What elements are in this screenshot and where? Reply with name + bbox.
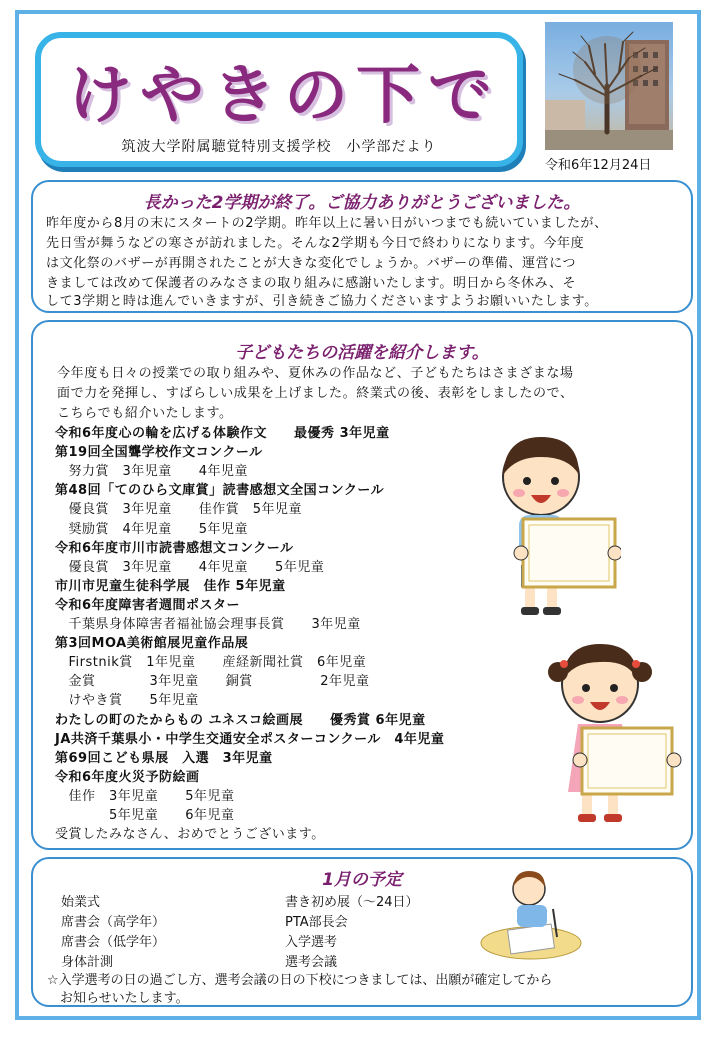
schedule-item: 身体計測 <box>61 955 114 970</box>
award-entry: 努力賞 3年児童 4年児童 <box>55 464 249 480</box>
award-entry: 優良賞 3年児童 4年児童 5年児童 <box>55 559 325 575</box>
awards-section <box>31 320 693 850</box>
award-entry: 千葉県身体障害者福祉協会理事長賞 3年児童 <box>55 617 361 632</box>
award-entry: 令和6年度火災予防絵画 <box>55 769 200 785</box>
award-entry: JA共済千葉県小・中学生交通安全ポスターコンクール 4年児童 <box>55 731 445 747</box>
schedule-item: 入学選考 <box>285 935 338 950</box>
newsletter-title: けやきの下で <box>68 58 500 133</box>
schedule-item: 席書会（高学年） <box>61 915 166 930</box>
schedule-note: お知らせいたします。 <box>47 991 189 1006</box>
award-entry: 第48回「てのひら文庫賞」読書感想文全国コンクール <box>55 483 385 499</box>
intro-line: は文化祭のバザーが再開されたことが大きな変化でしょうか。バザーの準備、運営につ <box>46 256 577 271</box>
issue-date: 令和6年12月24日 <box>545 158 652 173</box>
award-entry: 令和6年度心の輪を広げる体験作文 最優秀 3年児童 <box>55 426 390 441</box>
intro-line: 先日雪が舞うなどの寒さが訪れました。そんな2学期も今日で終わりになります。今年度 <box>46 236 585 251</box>
schedule-heading: 1月の予定 <box>322 870 402 890</box>
award-entry: 令和6年度障害者週間ポスター <box>55 597 241 613</box>
calligraphy-child-illustration <box>473 865 583 965</box>
award-entry: 金賞 3年児童 銅賞 2年児童 <box>55 674 370 690</box>
intro-line: きましては改めて保護者のみなさまの取り組みに感謝いたします。明日から冬休み、そ <box>46 276 577 291</box>
schedule-item: 席書会（低学年） <box>61 935 166 950</box>
award-entry: 優良賞 3年児童 佳作賞 5年児童 <box>55 502 303 518</box>
schedule-item: 選考会議 <box>285 955 338 970</box>
award-entry: けやき賞 5年児童 <box>55 693 199 709</box>
award-entry: 第3回MOA美術館展児童作品展 <box>55 636 249 652</box>
award-entry: 第19回全国聾学校作文コンクール <box>55 445 263 461</box>
award-entry: わたしの町のたからもの ユネスコ絵画展 優秀賞 6年児童 <box>55 712 426 728</box>
girl-with-certificate-illustration <box>538 632 688 832</box>
award-entry: Firstnik賞 1年児童 産経新聞社賞 6年児童 <box>55 655 367 671</box>
schedule-item: PTA部長会 <box>285 915 348 930</box>
award-entry: 奨励賞 4年児童 5年児童 <box>55 521 249 537</box>
school-subtitle: 筑波大学附属聴覚特別支援学校 小学部だより <box>121 139 437 155</box>
masthead <box>35 32 523 167</box>
award-entry: 第69回こども県展 入選 3年児童 <box>55 750 273 766</box>
schedule-section <box>31 857 693 1007</box>
schedule-note: ☆入学選考の日の過ごし方、選考会議の日の下校につきましては、出願が確定してから <box>47 973 553 988</box>
award-entry: 市川市児童生徒科学展 佳作 5年児童 <box>55 578 286 594</box>
award-entry: 令和6年度市川市読書感想文コンクール <box>55 540 294 556</box>
awards-intro-line: 今年度も日々の授業での取り組みや、夏休みの作品など、子どもたちはさまざまな場 <box>57 366 574 381</box>
awards-intro-line: こちらでも紹介いたします。 <box>57 406 233 421</box>
award-entry: 5年児童 6年児童 <box>55 808 235 823</box>
boy-with-certificate-illustration <box>481 427 621 622</box>
intro-section <box>31 180 693 313</box>
keyaki-tree-photo <box>545 22 673 150</box>
awards-intro-line: 面で力を発揮し、すばらしい成果を上げました。終業式の後、表彰をしましたので、 <box>57 386 574 401</box>
award-entry: 受賞したみなさん、おめでとうございます。 <box>55 827 325 843</box>
intro-heading: 長かった2学期が終了。ご協力ありがとうございました。 <box>143 193 581 213</box>
awards-heading: 子どもたちの活躍を紹介します。 <box>235 343 489 363</box>
schedule-item: 始業式 <box>61 895 101 910</box>
schedule-item: 書き初め展（～24日） <box>285 895 419 910</box>
intro-line: 昨年度から8月の末にスタートの2学期。昨年以上に暑い日がいつまでも続いていましたが、 <box>46 216 608 231</box>
intro-line: して3学期と時は進んでいきますが、引き続きご協力くださいますようお願いいたします。 <box>46 294 598 309</box>
award-entry: 佳作 3年児童 5年児童 <box>55 788 235 804</box>
